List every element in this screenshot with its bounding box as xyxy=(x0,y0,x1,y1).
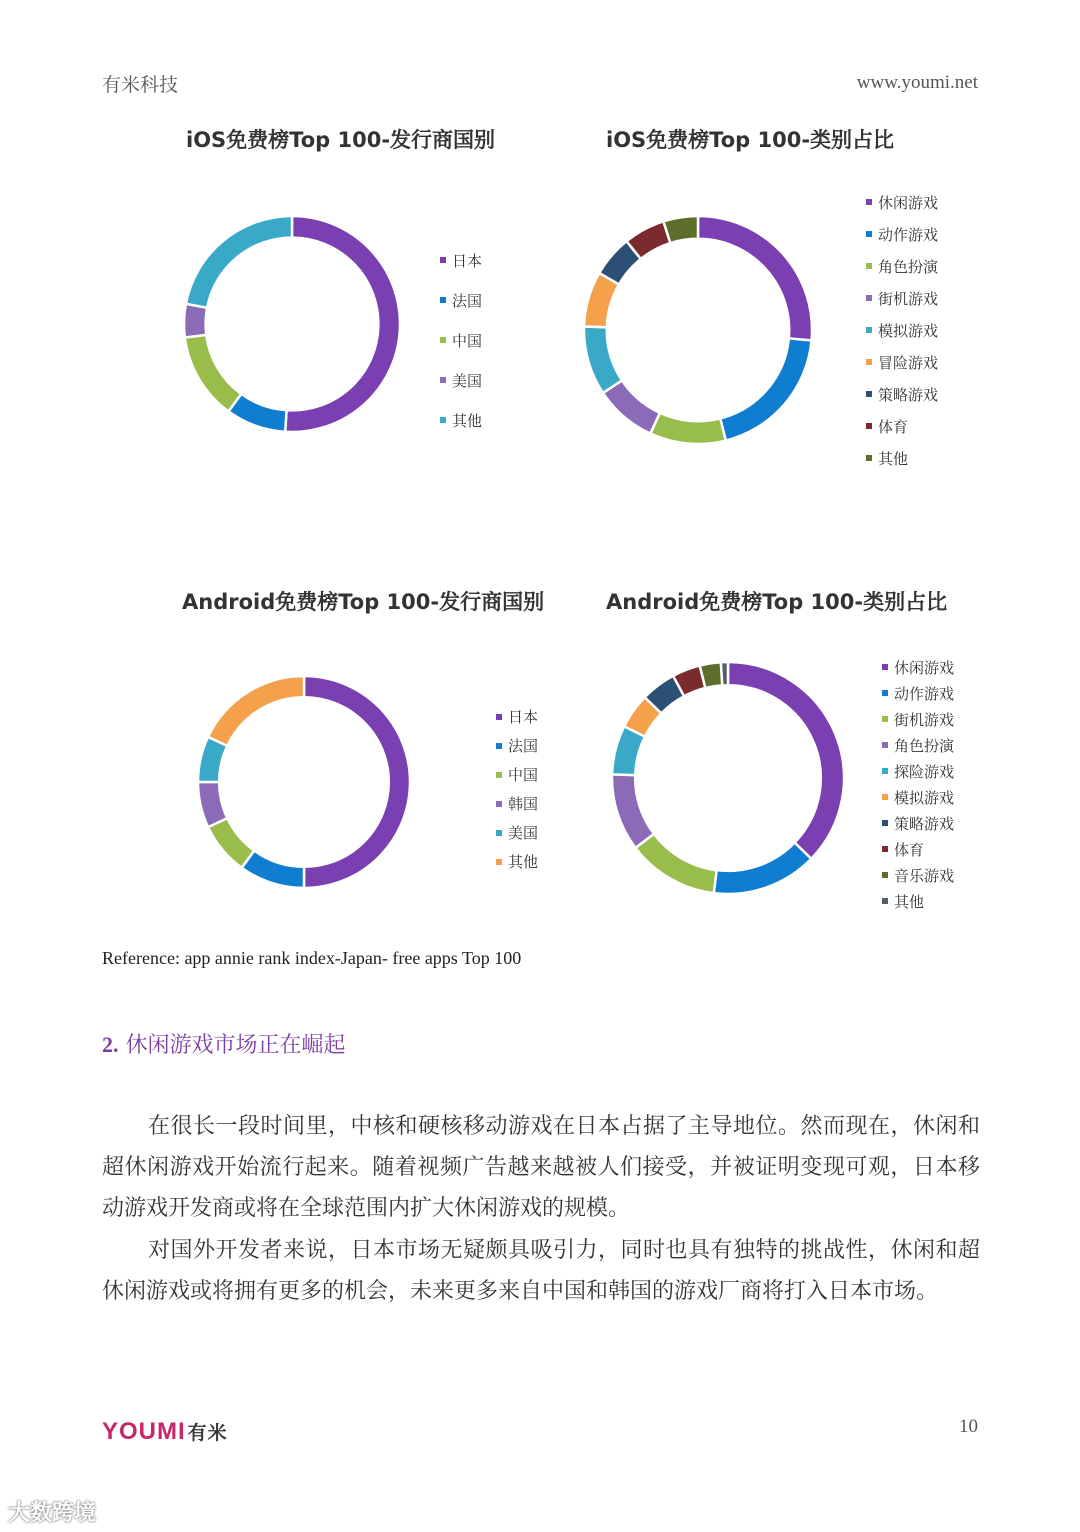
legend-label: 街机游戏 xyxy=(878,289,939,308)
legend-swatch xyxy=(882,768,888,774)
legend-item xyxy=(866,218,938,250)
legend-label: 法国 xyxy=(508,737,539,755)
legend-label: 探险游戏 xyxy=(894,762,955,781)
legend-item xyxy=(496,702,538,731)
legend-item xyxy=(882,810,954,836)
paragraph-1: 在很长一段时间里，中核和硬核移动游戏在日本占据了主导地位。然而现在，休闲和超休闲游戏开始流行起来。随着视频广告越来越被人们接受，并被证明变现可观，日本移动游戏开发商或将在全球范围内扩大休闲游戏的规模。 xyxy=(102,1114,980,1221)
legend-swatch xyxy=(882,846,888,852)
legend-label: 音乐游戏 xyxy=(894,866,955,885)
legend-label: 法国 xyxy=(452,291,483,310)
legend-item xyxy=(866,186,938,218)
donut-slice-5 xyxy=(584,326,622,392)
legend-ios-country xyxy=(440,240,482,440)
legend-swatch xyxy=(496,801,502,807)
legend-label: 体育 xyxy=(894,840,925,859)
donut-slice-2 xyxy=(720,338,811,440)
legend-item xyxy=(496,818,538,847)
legend-swatch xyxy=(440,377,446,383)
donut-chart-ios-country xyxy=(184,216,400,432)
paragraph-2: 对国外开发者来说，日本市场无疑颇具吸引力，同时也具有独特的挑战性，休闲和超休闲游戏或将拥有更多的机会，未来更多来自中国和韩国的游戏厂商将打入日本市场。 xyxy=(102,1238,980,1304)
legend-swatch xyxy=(866,327,872,333)
legend-item xyxy=(496,847,538,876)
donut-slice-1 xyxy=(304,676,410,888)
legend-swatch xyxy=(882,664,888,670)
legend-item xyxy=(440,240,482,280)
legend-label: 策略游戏 xyxy=(878,385,939,404)
chart-title-ios-category: iOS免费榜Top 100-类别占比 xyxy=(606,128,895,152)
legend-swatch xyxy=(882,690,888,696)
donut-chart-ios-category xyxy=(584,216,812,444)
donut-slice-3 xyxy=(635,834,716,893)
donut-slice-1 xyxy=(285,216,400,432)
legend-item xyxy=(440,400,482,440)
legend-label: 街机游戏 xyxy=(894,710,955,729)
header-website: www.youmi.net xyxy=(856,72,978,93)
legend-item xyxy=(866,410,938,442)
legend-swatch xyxy=(882,716,888,722)
legend-swatch xyxy=(866,231,872,237)
legend-swatch xyxy=(440,337,446,343)
donut-slice-10 xyxy=(721,662,728,685)
legend-swatch xyxy=(882,794,888,800)
chart-title-android-category: Android免费榜Top 100-类别占比 xyxy=(606,590,948,614)
header-company: 有米科技 xyxy=(102,74,179,96)
legend-label: 模拟游戏 xyxy=(894,788,955,807)
legend-label: 角色扮演 xyxy=(894,736,955,755)
legend-swatch xyxy=(866,359,872,365)
legend-item xyxy=(866,282,938,314)
legend-item xyxy=(866,314,938,346)
legend-item xyxy=(882,706,954,732)
section-heading xyxy=(102,1028,346,1059)
legend-swatch xyxy=(866,455,872,461)
legend-swatch xyxy=(440,257,446,263)
legend-label: 日本 xyxy=(452,251,483,270)
donut-slice-6 xyxy=(208,676,304,746)
donut-slice-4 xyxy=(198,782,227,827)
legend-item xyxy=(866,442,938,474)
donut-slice-4 xyxy=(612,774,654,847)
legend-label: 动作游戏 xyxy=(878,225,939,244)
legend-item xyxy=(866,346,938,378)
legend-swatch xyxy=(496,772,502,778)
legend-android-country xyxy=(496,702,538,876)
legend-item xyxy=(440,280,482,320)
legend-swatch xyxy=(882,820,888,826)
chart-title-ios-country: iOS免费榜Top 100-发行商国别 xyxy=(186,128,496,152)
watermark: 大数跨境 xyxy=(8,1501,97,1526)
chart-title-android-country: Android免费榜Top 100-发行商国别 xyxy=(182,590,545,614)
legend-label: 其他 xyxy=(894,892,925,911)
legend-swatch xyxy=(866,199,872,205)
donut-slice-1 xyxy=(728,662,844,859)
legend-swatch xyxy=(496,859,502,865)
legend-item xyxy=(440,360,482,400)
legend-item xyxy=(882,888,954,914)
legend-label: 策略游戏 xyxy=(894,814,955,833)
donut-slice-3 xyxy=(650,413,725,444)
section-number: 2. xyxy=(102,1032,119,1057)
legend-label: 休闲游戏 xyxy=(878,193,939,212)
legend-label: 其他 xyxy=(452,411,483,430)
legend-label: 冒险游戏 xyxy=(878,353,939,372)
legend-item xyxy=(496,731,538,760)
legend-item xyxy=(866,250,938,282)
legend-item xyxy=(440,320,482,360)
legend-swatch xyxy=(866,391,872,397)
donut-slice-1 xyxy=(698,216,812,341)
logo-text: YOUMI xyxy=(102,1418,186,1445)
legend-item xyxy=(882,862,954,888)
legend-ios-category xyxy=(866,186,938,474)
donut-chart-android-category xyxy=(612,662,844,894)
legend-swatch xyxy=(882,742,888,748)
legend-swatch xyxy=(440,417,446,423)
legend-item xyxy=(866,378,938,410)
legend-swatch xyxy=(882,872,888,878)
legend-item xyxy=(882,680,954,706)
legend-item xyxy=(496,789,538,818)
reference-note: Reference: app annie rank index-Japan- free apps Top 100 xyxy=(102,948,522,968)
legend-label: 休闲游戏 xyxy=(894,658,955,677)
page-number: 10 xyxy=(959,1416,978,1437)
legend-android-category xyxy=(882,654,954,914)
legend-item xyxy=(882,654,954,680)
legend-swatch xyxy=(496,830,502,836)
legend-label: 韩国 xyxy=(508,795,539,813)
footer-logo xyxy=(102,1418,228,1446)
donut-slice-4 xyxy=(184,304,207,338)
legend-item xyxy=(882,758,954,784)
legend-label: 其他 xyxy=(508,853,539,871)
legend-label: 动作游戏 xyxy=(894,684,955,703)
legend-label: 中国 xyxy=(452,331,483,350)
logo-cn-text: 有米 xyxy=(187,1423,228,1444)
legend-swatch xyxy=(496,714,502,720)
legend-swatch xyxy=(496,743,502,749)
legend-label: 其他 xyxy=(878,449,909,468)
legend-item xyxy=(496,760,538,789)
legend-label: 模拟游戏 xyxy=(878,321,939,340)
legend-swatch xyxy=(440,297,446,303)
donut-slice-2 xyxy=(714,843,812,894)
legend-swatch xyxy=(866,295,872,301)
legend-label: 美国 xyxy=(508,824,539,842)
legend-label: 角色扮演 xyxy=(878,257,939,276)
section-title: 休闲游戏市场正在崛起 xyxy=(125,1033,346,1058)
legend-item xyxy=(882,732,954,758)
legend-swatch xyxy=(866,423,872,429)
donut-chart-android-country xyxy=(198,676,410,888)
legend-swatch xyxy=(866,263,872,269)
donut-slice-3 xyxy=(185,335,241,412)
donut-slice-3 xyxy=(208,818,254,868)
legend-label: 中国 xyxy=(508,766,539,784)
donut-slice-5 xyxy=(186,216,292,308)
legend-item xyxy=(882,784,954,810)
legend-swatch xyxy=(882,898,888,904)
legend-item xyxy=(882,836,954,862)
legend-label: 体育 xyxy=(878,417,909,436)
legend-label: 日本 xyxy=(508,708,539,726)
donut-slice-9 xyxy=(663,216,698,243)
legend-label: 美国 xyxy=(452,371,483,390)
